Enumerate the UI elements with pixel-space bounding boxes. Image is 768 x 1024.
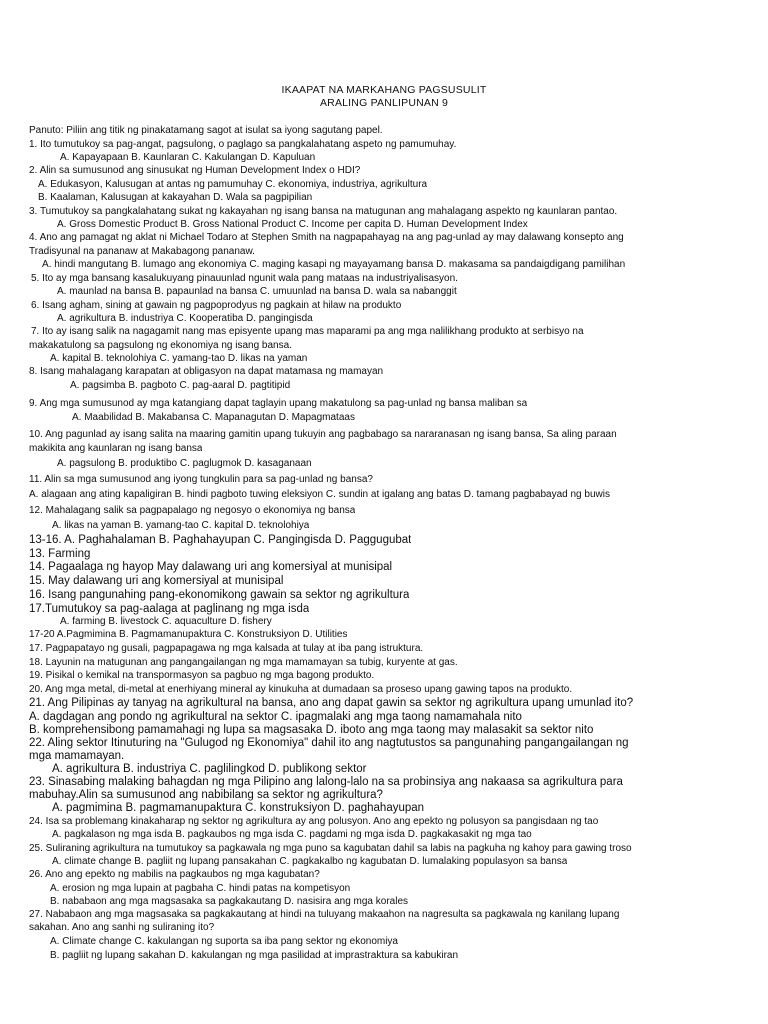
text-line: B. pagliit ng lupang sakahan D. kakulangan ng mga pasilidad at imprastraktura sa kabukiran: [50, 950, 459, 961]
text-line: 2. Alin sa sumusunod ang sinusukat ng Human Development Index o HDI?: [29, 165, 361, 176]
text-line: A. climate change B. pagliit ng lupang pansakahan C. pagkakalbo ng kagubatan D. lumalaking populasyon sa bansa: [52, 856, 568, 867]
text-line: 1. Ito tumutukoy sa pag-angat, pagsulong, o paglago sa pangkalahatang aspeto ng pamumuhay.: [29, 139, 457, 150]
text-line: 26. Ano ang epekto ng mabilis na pagkaubos ng mga kagubatan?: [29, 869, 320, 880]
text-line: Panuto: Piliin ang titik ng pinakatamang sagot at isulat sa iyong sagutang papel.: [29, 125, 383, 136]
text-line: 10. Ang pagunlad ay isang salita na maaring gamitin upang tukuyin ang pagbabago sa nararanasan ng isang bansa, Sa aling paraan: [29, 429, 617, 440]
text-line: mga mamamayan.: [29, 750, 125, 762]
text-line: 25. Suliraning agrikultura na tumutukoy sa pagkawala ng mga puno sa kagubatan dahil sa labis na pagkuha ng kahoy para gawing troso: [29, 843, 632, 854]
text-line: A. Kapayapaan B. Kaunlaran C. Kakulangan D. Kapuluan: [60, 152, 316, 163]
text-line: 20. Ang mga metal, di-metal at enerhiyang mineral ay kinukuha at dumadaan sa proseso upang gawing tapos na produkto.: [29, 684, 573, 695]
text-line: 13-16. A. Paghahalaman B. Paghahayupan C. Pangingisda D. Paggugubat: [29, 534, 412, 546]
text-line: A. kapital B. teknolohiya C. yamang-tao D. likas na yaman: [50, 353, 308, 364]
text-line: 24. Isa sa problemang kinakaharap ng sektor ng agrikultura ay ang polusyon. Ano ang epekto ng polusyon sa pangisdaan ng tao: [29, 816, 599, 827]
text-line: 9. Ang mga sumusunod ay mga katangiang dapat taglayin upang makatulong sa pag-unlad ng bansa maliban sa: [29, 398, 528, 409]
text-line: A. Climate change C. kakulangan ng suporta sa iba pang sektor ng ekonomiya: [50, 936, 398, 947]
text-line: makikita ang kaunlaran ng isang bansa: [29, 443, 203, 454]
text-line: A. Gross Domestic Product B. Gross National Product C. Income per capita D. Human Development Index: [57, 219, 528, 230]
text-line: 23. Sinasabing malaking bahagdan ng mga Pilipino ang lalong-lalo na sa probinsiya ang nakaasa sa agrikultura para: [29, 776, 623, 788]
text-line: B. nababaon ang mga magsasaka sa pagkakautang D. nasisira ang mga korales: [50, 896, 409, 907]
text-line: 3. Tumutukoy sa pangkalahatang sukat ng kakayahan ng isang bansa na matugunan ang mahalagang aspekto ng kaunlaran pantao.: [29, 206, 618, 217]
exam-title: IKAAPAT NA MARKAHANG PAGSUSULIT: [281, 84, 487, 96]
text-line: A. farming B. livestock C. aquaculture D. fishery: [60, 616, 272, 627]
text-line: 21. Ang Pilipinas ay tanyag na agrikultural na bansa, ano ang dapat gawin sa sektor ng agrikultura upang umunlad ito?: [29, 697, 634, 709]
text-line: 18. Layunin na matugunan ang pangangailangan ng mga mamamayan sa tubig, kuryente at gas.: [29, 657, 458, 668]
text-line: A. likas na yaman B. yamang-tao C. kapital D. teknolohiya: [52, 520, 310, 531]
text-line: makakatulong sa pagsulong ng ekonomiya ng isang bansa.: [29, 340, 292, 351]
text-line: 6. Isang agham, sining at gawain ng pagpoprodyus ng pagkain at hilaw na produkto: [31, 300, 402, 311]
text-line: A. agrikultura B. industriya C. paglilingkod D. publikong sektor: [52, 763, 367, 775]
text-line: 5. Ito ay mga bansang kasalukuyang pinauunlad ngunit wala pang mataas na industriyalisasyon.: [31, 273, 458, 284]
text-line: 14. Pagaalaga ng hayop May dalawang uri ang komersiyal at munisipal: [29, 561, 393, 573]
text-line: 4. Ano ang pamagat ng aklat ni Michael Todaro at Stephen Smith na nagpapahayag na ang pag-unlad ay may dalawang konsepto ang: [29, 232, 624, 243]
text-line: A. pagsimba B. pagboto C. pag-aaral D. pagtitipid: [70, 380, 291, 391]
text-line: 8. Isang mahalagang karapatan at obligasyon na dapat matamasa ng mamayan: [29, 366, 384, 377]
text-line: 13. Farming: [29, 548, 91, 560]
text-line: mabuhay.Alin sa sumusunod ang nabibilang sa sektor ng agrikultura?: [29, 789, 383, 801]
text-line: 17-20 A.Pagmimina B. Pagmamanupaktura C. Konstruksiyon D. Utilities: [29, 629, 348, 640]
text-line: B. komprehensibong pamamahagi ng lupa sa magsasaka D. iboto ang mga taong may malasakit sa sektor nito: [29, 724, 594, 736]
text-line: A. alagaan ang ating kapaligiran B. hindi pagboto tuwing eleksiyon C. sundin at igalang ang batas D. tamang pagbabayad ng buwis: [29, 489, 610, 500]
text-line: 27. Nababaon ang mga magsasaka sa pagkakautang at hindi na tuluyang makaahon na nagresulta sa pagkawala ng kanilang lupang: [29, 909, 620, 920]
text-line: A. Edukasyon, Kalusugan at antas ng pamumuhay C. ekonomiya, industriya, agrikultura: [38, 179, 428, 190]
text-line: Tradisyunal na pananaw at Makabagong pananaw.: [29, 246, 255, 257]
text-line: B. Kaalaman, Kalusugan at kakayahan D. Wala sa pagpipilian: [38, 192, 313, 203]
text-line: 19. Pisikal o kemikal na transpormasyon sa pagbuo ng mga bagong produkto.: [29, 670, 375, 681]
text-line: 17. Pagpapatayo ng gusali, pagpapagawa ng mga kalsada at tulay at iba pang istruktura.: [29, 643, 424, 654]
text-line: 11. Alin sa mga sumusunod ang iyong tungkulin para sa pag-unlad ng bansa?: [29, 474, 373, 485]
text-line: A. agrikultura B. industriya C. Kooperatiba D. pangingisda: [57, 313, 313, 324]
text-line: A. Maabilidad B. Makabansa C. Mapanagutan D. Mapagmataas: [72, 412, 355, 423]
text-line: A. pagmimina B. pagmamanupaktura C. konstruksiyon D. paghahayupan: [52, 802, 425, 814]
text-line: A. erosion ng mga lupain at pagbaha C. hindi patas na kompetisyon: [50, 883, 351, 894]
text-line: A. dagdagan ang pondo ng agrikultural na sektor C. ipagmalaki ang mga taong namamahala nito: [29, 711, 522, 723]
text-line: 7. Ito ay isang salik na nagagamit nang mas episyente upang mas maparami pa ang mga nalilikhang produkto at serbisyo na: [31, 326, 584, 337]
text-line: A. pagkalason ng mga isda B. pagkaubos ng mga isda C. pagdami ng mga isda D. pagkakasakit ng mga tao: [52, 829, 532, 840]
exam-subject: ARALING PANLIPUNAN 9: [319, 97, 449, 109]
text-line: 22. Aling sektor Itinuturing na "Gulugod ng Ekonomiya" dahil ito ang nagtutustos sa pangunahing pangangailangan ng: [29, 737, 629, 749]
text-line: A. maunlad na bansa B. papaunlad na bansa C. umuunlad na bansa D. wala sa nabanggit: [57, 286, 457, 297]
text-line: 16. Isang pangunahing pang-ekonomikong gawain sa sektor ng agrikultura: [29, 589, 410, 601]
text-line: 15. May dalawang uri ang komersiyal at munisipal: [29, 575, 284, 587]
text-line: 17.Tumutukoy sa pag-aalaga at paglinang ng mga isda: [29, 603, 310, 615]
text-line: 12. Mahalagang salik sa pagpapalago ng negosyo o ekonomiya ng bansa: [29, 505, 356, 516]
text-line: A. hindi mangutang B. lumago ang ekonomiya C. maging kasapi ng mayayamang bansa D. makasama sa pandaigdigang pamilihan: [42, 259, 626, 270]
text-line: sakahan. Ano ang sanhi ng suliraning ito?: [29, 922, 215, 933]
text-line: A. pagsulong B. produktibo C. paglugmok D. kasaganaan: [57, 458, 312, 469]
